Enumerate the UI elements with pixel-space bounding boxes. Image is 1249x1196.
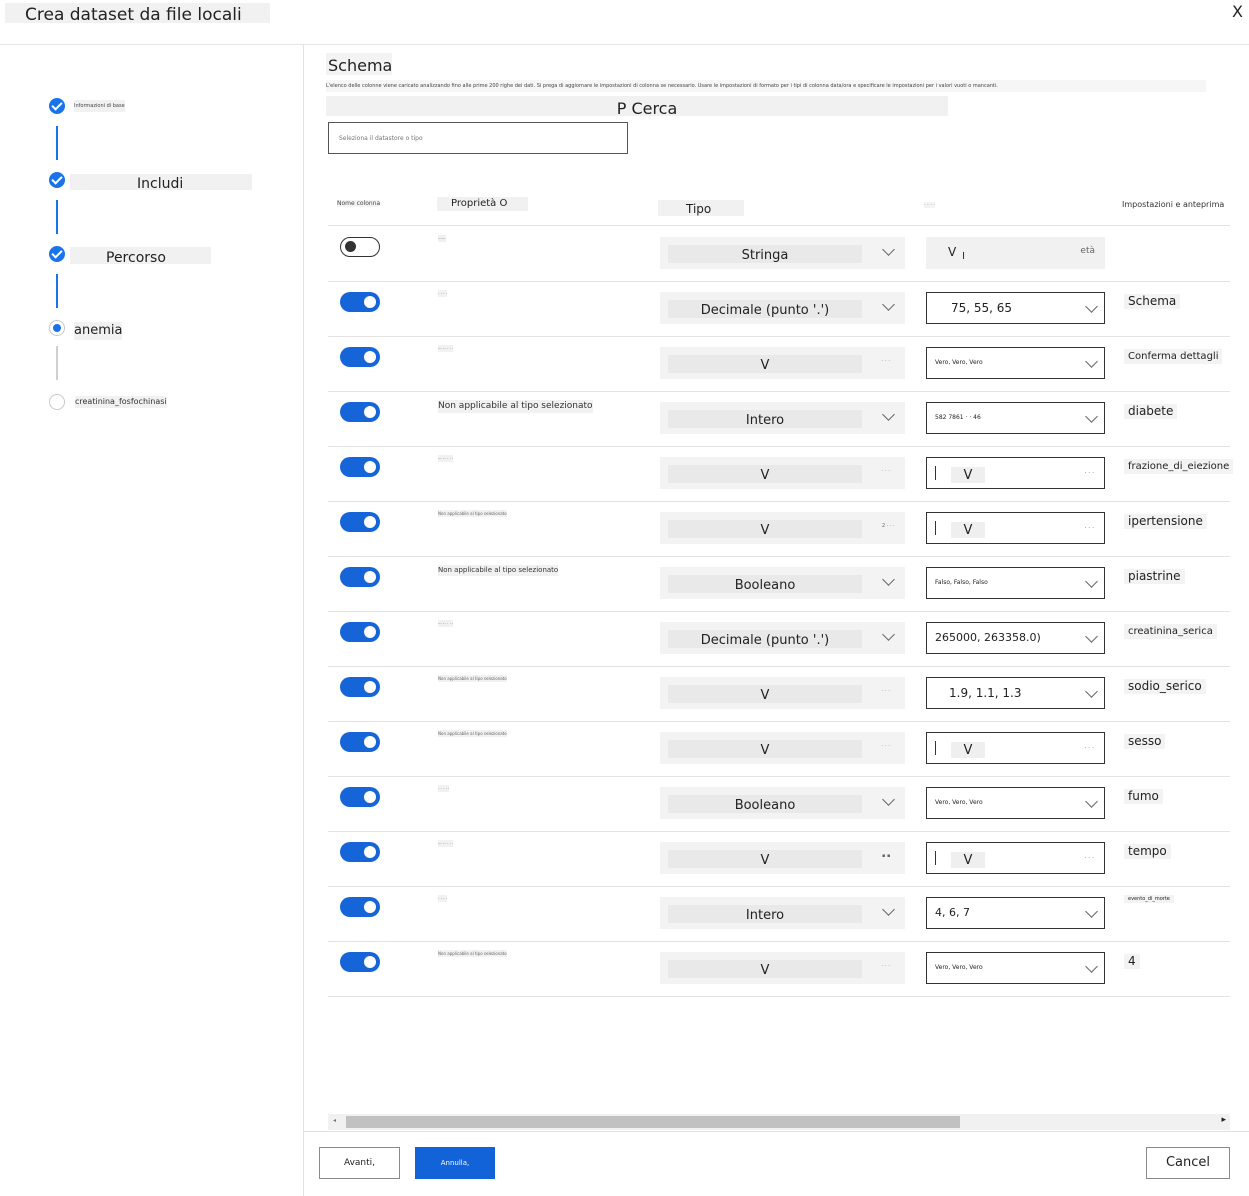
table-row	[328, 941, 1230, 997]
format-field[interactable]	[926, 567, 1105, 599]
type-value: Stringa	[668, 245, 862, 263]
check-icon	[49, 246, 65, 262]
check-icon	[49, 98, 65, 114]
table-row	[328, 556, 1230, 612]
datastore-select-input[interactable]	[328, 122, 628, 154]
column-name: sesso	[1124, 734, 1165, 749]
include-toggle[interactable]	[340, 787, 380, 807]
type-dropdown[interactable]	[660, 952, 905, 984]
table-row	[328, 226, 1230, 282]
format-value: V	[951, 522, 985, 538]
type-preview: · · ·	[882, 963, 890, 969]
scrollbar-thumb[interactable]	[346, 1116, 960, 1128]
step-label-creatinina[interactable]: creatinina_fosfochinasi	[75, 397, 167, 406]
step-connector	[56, 126, 58, 160]
type-value: Decimale (punto '.')	[668, 630, 862, 648]
chevron-down-icon	[1085, 905, 1098, 918]
chevron-down-icon	[882, 793, 895, 806]
column-name: fumo	[1124, 789, 1163, 804]
chevron-down-icon	[882, 243, 895, 256]
format-value: 582 7861 · · 46	[935, 414, 981, 421]
include-toggle[interactable]	[340, 897, 380, 917]
format-value: 75, 55, 65	[951, 301, 1013, 315]
column-property: ··· ·· · · ·	[438, 621, 454, 626]
type-dropdown[interactable]	[660, 237, 905, 269]
more-icon: · · ·	[1084, 470, 1094, 477]
step-label-anemia[interactable]: anemia	[74, 323, 123, 338]
include-toggle[interactable]	[340, 952, 380, 972]
column-property: · · · ·	[438, 291, 447, 296]
column-property: · · · ·	[438, 896, 447, 901]
table-row	[328, 721, 1230, 777]
format-field[interactable]	[926, 512, 1105, 544]
type-value: Intero	[668, 410, 862, 428]
type-value: V	[668, 520, 862, 538]
type-preview: · · ·	[882, 743, 890, 749]
format-field[interactable]	[926, 457, 1105, 489]
type-dropdown[interactable]	[660, 897, 905, 929]
format-value: Vero, Vero, Vero	[935, 359, 983, 366]
type-dropdown[interactable]	[660, 787, 905, 819]
column-name: piastrine	[1124, 569, 1185, 584]
column-property: ······	[438, 236, 446, 241]
format-field[interactable]	[926, 402, 1105, 434]
text-cursor	[935, 741, 936, 755]
type-value: Decimale (punto '.')	[668, 300, 862, 318]
close-icon[interactable]: X	[1232, 2, 1243, 21]
step-connector	[56, 346, 58, 380]
chevron-down-icon	[1085, 685, 1098, 698]
scroll-left-icon[interactable]: ◂	[333, 1117, 337, 1124]
format-field[interactable]	[926, 897, 1105, 929]
table-row	[328, 611, 1230, 667]
format-field[interactable]	[926, 347, 1105, 379]
pending-step-icon	[49, 394, 65, 410]
text-cursor	[935, 851, 936, 865]
step-label-percorso[interactable]: Percorso	[70, 247, 211, 264]
chevron-down-icon	[1085, 575, 1098, 588]
format-field[interactable]	[926, 787, 1105, 819]
schema-description: L'elenco delle colonne viene caricato analizzando fino alle prime 200 righe dei dati. Si prega di aggiornare le impostazioni di colonna se necessario. Usare le impostazioni di formato per i tipi di colonna data/ora e specificare le impostazioni per i valori vuoti o mancanti.	[326, 80, 1206, 92]
chevron-down-icon	[882, 903, 895, 916]
column-property: ··· ·· · · ·	[438, 346, 454, 351]
column-property: ··· ·· · · ·	[438, 456, 454, 461]
scroll-right-icon[interactable]: ▸	[1221, 1115, 1226, 1125]
type-dropdown[interactable]	[660, 732, 905, 764]
text-cursor	[935, 521, 936, 535]
format-value: V	[951, 467, 985, 483]
title-bar	[0, 0, 1249, 45]
column-property: Non applicabile al tipo selezionato	[438, 511, 507, 516]
type-value: V	[668, 960, 862, 978]
footer-divider	[304, 1131, 1249, 1132]
include-toggle[interactable]	[340, 567, 380, 587]
column-property: Non applicabile al tipo selezionato	[438, 401, 593, 411]
table-row	[328, 336, 1230, 392]
include-toggle[interactable]	[340, 842, 380, 862]
table-row	[328, 831, 1230, 887]
include-toggle[interactable]	[340, 237, 380, 257]
step-connector	[56, 274, 58, 308]
header-type: Tipo	[658, 200, 744, 216]
next-button[interactable]: Annulla,	[415, 1147, 495, 1179]
header-include: Nome colonna	[337, 200, 381, 207]
type-dropdown[interactable]	[660, 677, 905, 709]
type-value: V	[668, 355, 862, 373]
format-value: V	[951, 742, 985, 758]
format-value: Vero, Vero, Vero	[935, 964, 983, 971]
format-field[interactable]	[926, 292, 1105, 324]
format-value: V ╷	[948, 245, 968, 259]
include-toggle[interactable]	[340, 732, 380, 752]
step-label-info[interactable]: Informazioni di base	[74, 100, 125, 112]
table-row	[328, 446, 1230, 502]
column-name: frazione_di_eiezione	[1124, 459, 1233, 474]
table-row	[328, 666, 1230, 722]
cancel-button[interactable]: Cancel	[1146, 1147, 1230, 1179]
more-icon: · · ·	[1084, 745, 1094, 752]
table-row	[328, 281, 1230, 337]
type-preview: · · ·	[882, 358, 890, 364]
search-label[interactable]: P Cerca	[326, 96, 948, 116]
type-dropdown[interactable]	[660, 622, 905, 654]
more-icon: · · ·	[1084, 855, 1094, 862]
column-name: sodio_serico	[1124, 679, 1206, 694]
column-property: Non applicabile al tipo selezionato	[438, 566, 559, 574]
include-toggle[interactable]	[340, 402, 380, 422]
format-field[interactable]	[926, 677, 1105, 709]
check-icon	[49, 172, 65, 188]
step-connector	[56, 200, 58, 234]
chevron-down-icon	[1085, 410, 1098, 423]
column-property: Non applicabile al tipo selezionato	[438, 676, 507, 681]
type-value: Booleano	[668, 575, 862, 593]
current-step-icon	[49, 320, 65, 336]
type-preview: ▪ ▪	[882, 853, 891, 859]
chevron-down-icon	[882, 298, 895, 311]
type-value: V	[668, 740, 862, 758]
column-name: 4	[1124, 954, 1140, 969]
type-dropdown[interactable]	[660, 457, 905, 489]
type-preview: · · ·	[882, 688, 890, 694]
include-toggle[interactable]	[340, 677, 380, 697]
chevron-down-icon	[1085, 795, 1098, 808]
chevron-down-icon	[882, 628, 895, 641]
type-preview: · · ·	[882, 468, 890, 474]
back-button[interactable]: Avanti,	[319, 1147, 400, 1179]
section-title: Schema	[326, 53, 392, 75]
column-name: tempo	[1124, 844, 1171, 859]
include-toggle[interactable]	[340, 292, 380, 312]
column-property: ··· ·· · · ·	[438, 841, 454, 846]
type-preview: 2 · · ·	[882, 523, 895, 529]
table-row	[328, 391, 1230, 447]
column-name: Schema	[1124, 294, 1180, 309]
include-toggle[interactable]	[340, 457, 380, 477]
steps-panel	[0, 44, 304, 1196]
column-name: evento_di_morte	[1124, 895, 1174, 903]
chevron-down-icon	[1085, 960, 1098, 973]
type-value: V	[668, 465, 862, 483]
type-value: V	[668, 850, 862, 868]
format-value: 4, 6, 7	[935, 906, 970, 919]
chevron-down-icon	[1085, 630, 1098, 643]
header-format: · · · ·	[924, 202, 936, 208]
format-field[interactable]	[926, 732, 1105, 764]
dialog-title: Crea dataset da file locali	[5, 3, 270, 23]
more-icon: · · ·	[1084, 525, 1094, 532]
type-value: Booleano	[668, 795, 862, 813]
format-field[interactable]	[926, 622, 1105, 654]
column-property: Non applicabile al tipo selezionato	[438, 731, 507, 736]
type-value: Intero	[668, 905, 862, 923]
chevron-down-icon	[882, 408, 895, 421]
type-dropdown[interactable]	[660, 567, 905, 599]
column-name: Conferma dettagli	[1124, 349, 1222, 364]
include-toggle[interactable]	[340, 622, 380, 642]
chevron-down-icon	[882, 573, 895, 586]
format-field[interactable]	[926, 842, 1105, 874]
type-value: V	[668, 685, 862, 703]
type-dropdown[interactable]	[660, 512, 905, 544]
horizontal-scrollbar[interactable]	[328, 1114, 1230, 1130]
step-label-includi[interactable]: Includi	[70, 174, 252, 190]
table-row	[328, 501, 1230, 557]
column-name: diabete	[1124, 404, 1177, 419]
column-name: ipertensione	[1124, 514, 1207, 529]
table-row	[328, 886, 1230, 942]
type-dropdown[interactable]	[660, 402, 905, 434]
format-hint: età	[1080, 246, 1095, 256]
column-property: · · · · ·	[438, 786, 450, 791]
format-field[interactable]	[926, 952, 1105, 984]
text-cursor	[935, 466, 936, 480]
table-row	[328, 776, 1230, 832]
format-value: 1.9, 1.1, 1.3	[949, 686, 1022, 700]
type-dropdown[interactable]	[660, 292, 905, 324]
include-toggle[interactable]	[340, 512, 380, 532]
chevron-down-icon	[1085, 300, 1098, 313]
column-name: creatinina_serica	[1124, 624, 1217, 639]
column-property: Non applicabile al tipo selezionato	[438, 951, 507, 956]
include-toggle[interactable]	[340, 347, 380, 367]
type-dropdown[interactable]	[660, 842, 905, 874]
format-field[interactable]	[926, 237, 1105, 269]
chevron-down-icon	[1085, 355, 1098, 368]
header-settings: Impostazioni e anteprima	[1122, 200, 1225, 209]
format-value: Falso, Falso, Falso	[935, 579, 988, 586]
format-value: Vero, Vero, Vero	[935, 799, 983, 806]
format-value: V	[951, 852, 985, 868]
type-dropdown[interactable]	[660, 347, 905, 379]
schema-panel	[304, 44, 1249, 1196]
format-value: 265000, 263358.0)	[935, 631, 1041, 644]
header-property: Proprietà O	[437, 197, 528, 211]
